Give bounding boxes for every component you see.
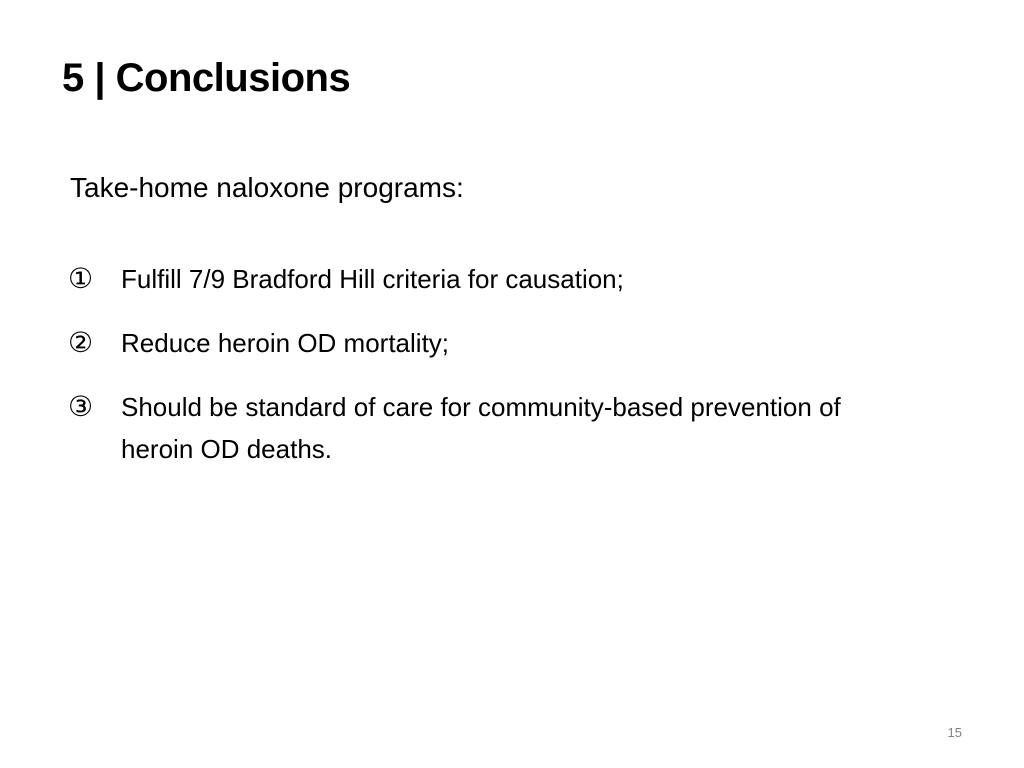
page-number: 15	[947, 725, 962, 740]
list-item	[68, 386, 868, 470]
list-item	[68, 322, 868, 364]
list-item-text: Should be standard of care for community-based prevention of heroin OD deaths.	[121, 392, 841, 464]
circled-number-marker: ①	[68, 262, 94, 295]
circled-number-marker: ②	[68, 326, 94, 359]
circled-number-marker: ③	[68, 390, 94, 423]
list-item-text: Reduce heroin OD mortality;	[121, 328, 450, 358]
slide-title: 5 | Conclusions	[62, 56, 351, 100]
conclusion-list	[68, 258, 868, 492]
list-item-text: Fulfill 7/9 Bradford Hill criteria for causation;	[121, 264, 624, 294]
list-item	[68, 258, 868, 300]
intro-text: Take-home naloxone programs:	[70, 172, 464, 203]
